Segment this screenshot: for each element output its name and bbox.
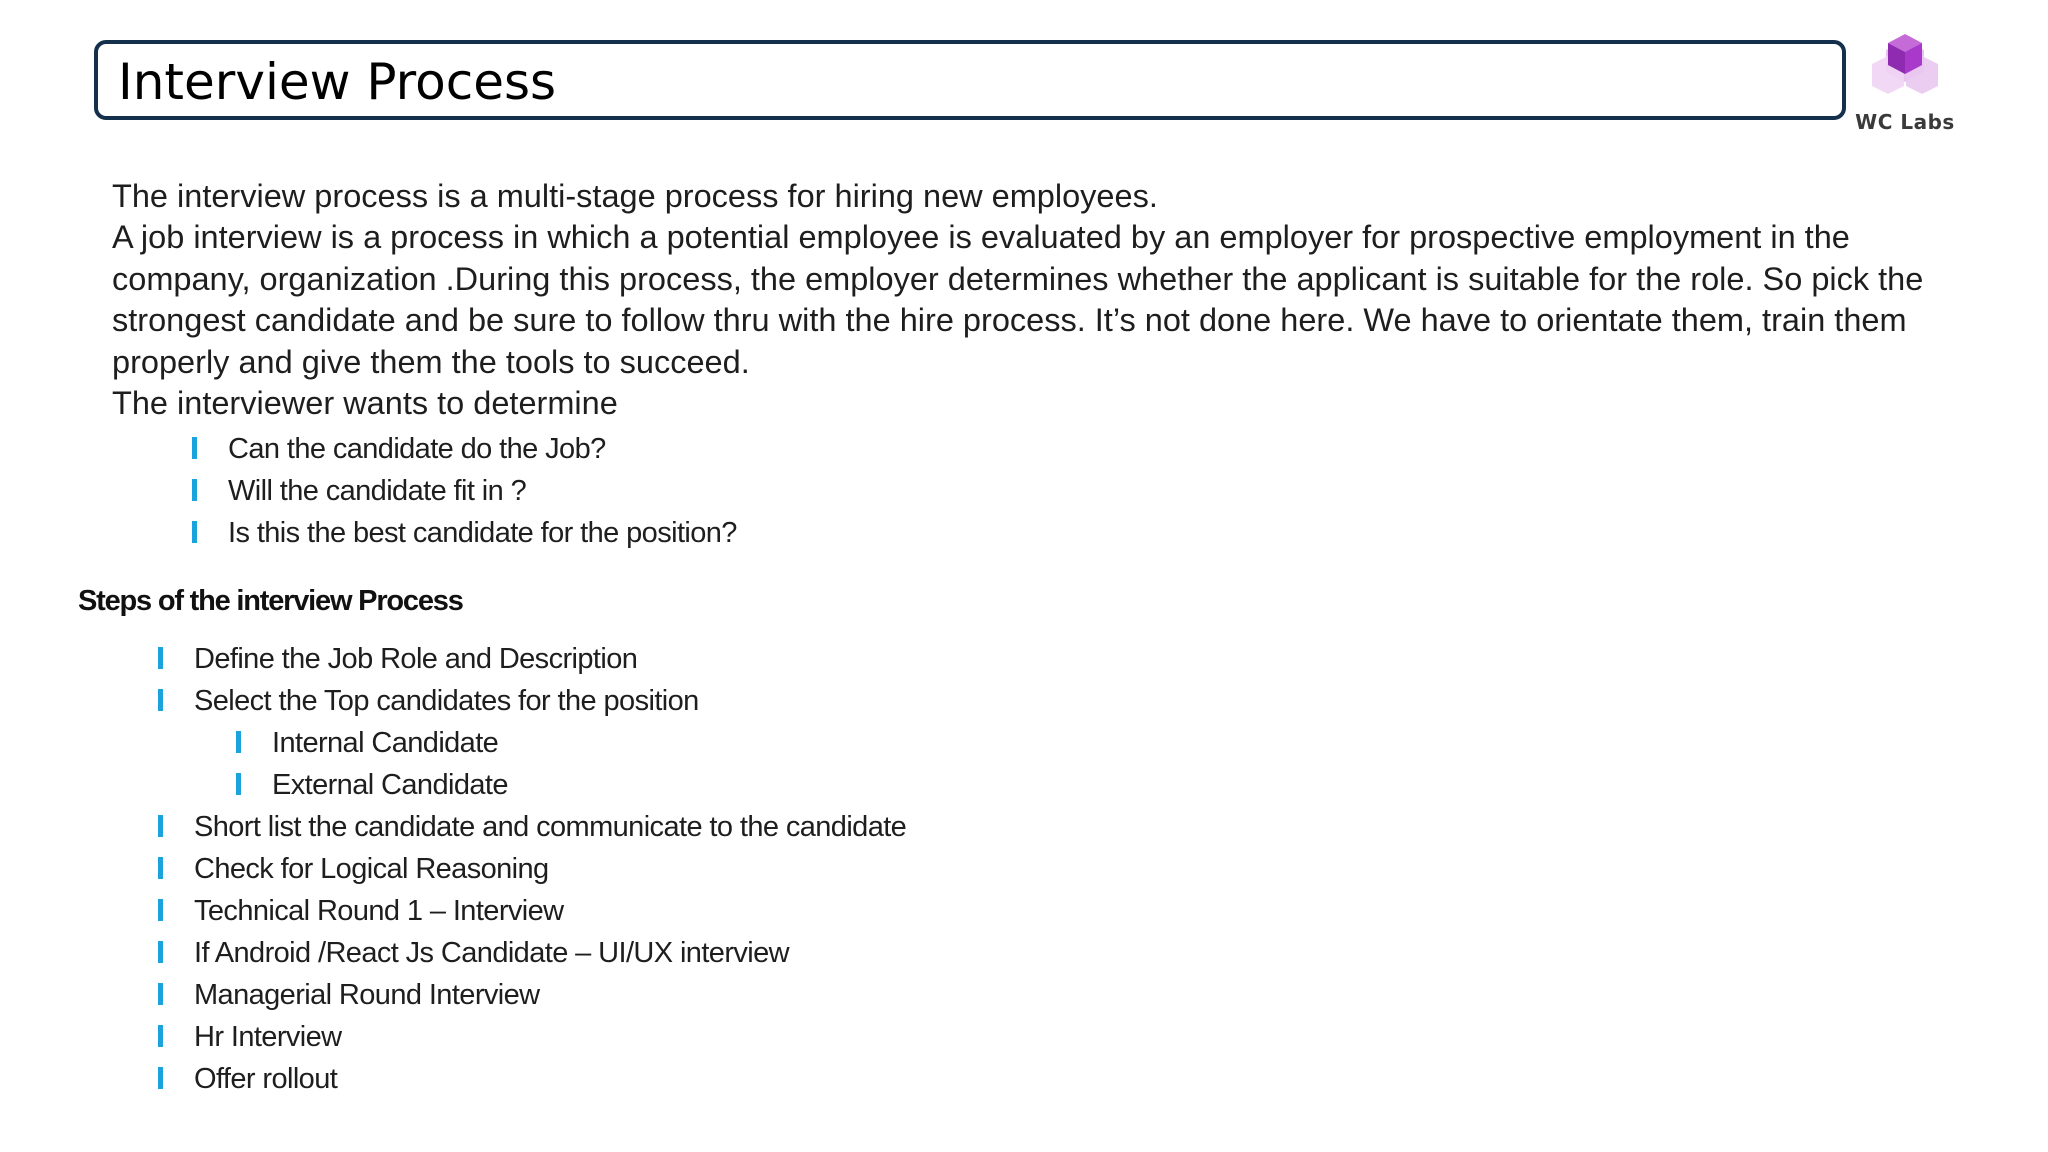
steps-heading: Steps of the interview Process: [78, 585, 463, 617]
bullet-bar-icon: [236, 731, 241, 753]
intro-determine: The interviewer wants to determine: [112, 385, 618, 422]
bullet-bar-icon: [158, 941, 163, 963]
logo: [1850, 34, 1960, 138]
bullet-bar-icon: [192, 521, 197, 543]
bullet-bar-icon: [192, 437, 197, 459]
bullet-bar-icon: [158, 1067, 163, 1089]
bullet-bar-icon: [158, 983, 163, 1005]
intro-line: The interview process is a multi-stage process for hiring new employees.: [112, 178, 1158, 214]
bullet-bar-icon: [192, 479, 197, 501]
intro-paragraph: A job interview is a process in which a potential employee is evaluated by an employer for prospective employment in the company, organization .During this process, the employer determines whether the applicant is suitable for the role. So pick the strongest candidate and be sure to follow thru with the hire process. It’s not done here. We have to orientate them, train them properly and give them the tools to succeed.: [112, 219, 1924, 380]
bullet-bar-icon: [158, 647, 163, 669]
bullet-bar-icon: [158, 1025, 163, 1047]
bullet-bar-icon: [158, 899, 163, 921]
cube-logo-icon: [1864, 34, 1946, 104]
bullet-bar-icon: [158, 689, 163, 711]
bullet-bar-icon: [236, 773, 241, 795]
bullet-bar-icon: [158, 857, 163, 879]
page-title: Interview Process: [118, 53, 557, 111]
intro-block: [112, 176, 1972, 424]
logo-text: WC Labs: [1855, 110, 1955, 134]
title-box: [94, 40, 1846, 120]
bullet-bar-icon: [158, 815, 163, 837]
